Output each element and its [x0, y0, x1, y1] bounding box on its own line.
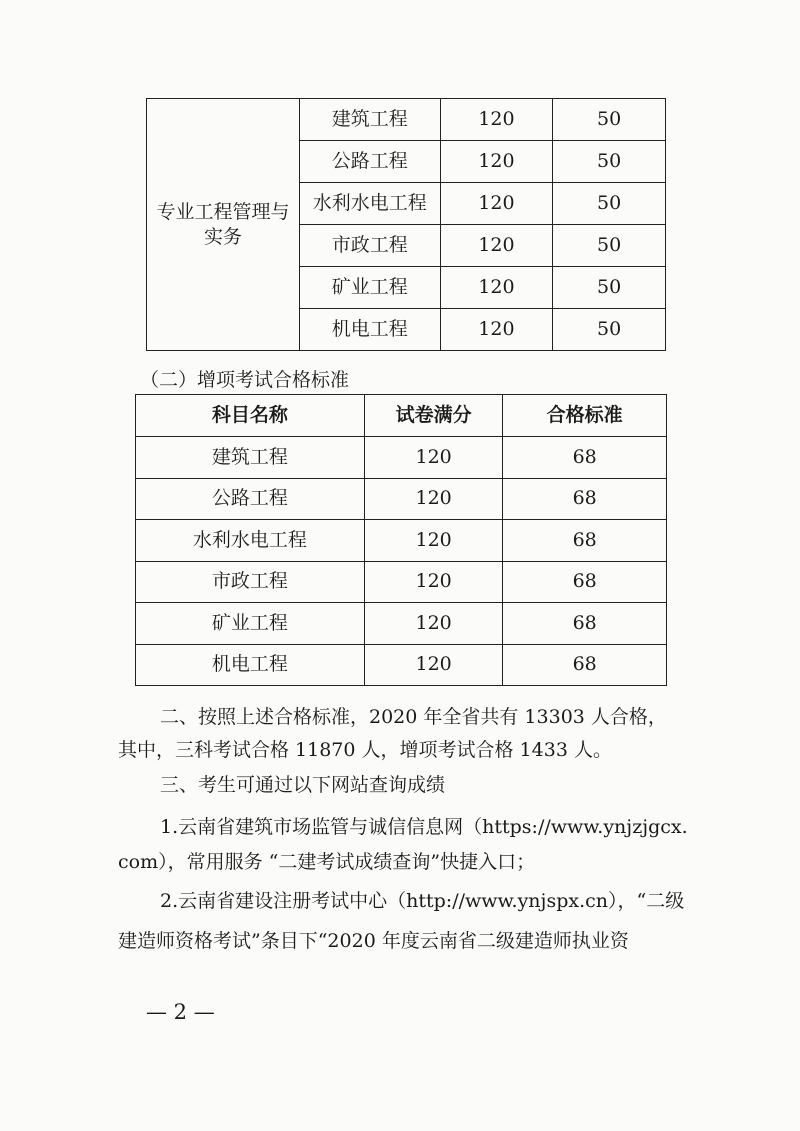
table-row [136, 437, 667, 479]
group-label-cell [147, 99, 300, 351]
list-item-text: 建造师资格考试”条目下“2020 年度云南省二级建造师执业资 [118, 930, 629, 952]
table-row [136, 603, 667, 645]
subject-score-table [146, 98, 666, 351]
full-score-cell: 120 [364, 603, 503, 645]
full-score-cell: 120 [440, 183, 553, 225]
page-number: — 2 — [146, 1000, 215, 1024]
pass-score-cell: 68 [503, 561, 667, 603]
subject-cell: 水利水电工程 [136, 520, 365, 562]
list-item-text: com），常用服务 “二建考试成绩查询”快捷入口； [118, 851, 536, 873]
subject-cell: 水利水电工程 [299, 183, 440, 225]
full-score-cell: 120 [440, 309, 553, 351]
pass-score-cell: 68 [503, 644, 667, 686]
table-row [147, 99, 666, 141]
subject-cell: 公路工程 [136, 478, 365, 520]
subject-cell: 公路工程 [299, 141, 440, 183]
full-score-cell: 120 [364, 437, 503, 479]
full-score-cell: 120 [440, 225, 553, 267]
column-header: 科目名称 [136, 395, 365, 437]
list-item-text: 1.云南省建筑市场监管与诚信信息网（https://www.ynjzjgcx. [160, 816, 688, 838]
paragraph-text: 二、按照上述合格标准，2020 年全省共有 13303 人合格， [160, 706, 667, 728]
paragraph-text: 三、考生可通过以下网站查询成绩 [160, 774, 446, 796]
list-item-text: 2.云南省建设注册考试中心（http://www.ynjspx.cn），“二级 [160, 890, 685, 912]
full-score-cell: 120 [364, 561, 503, 603]
subject-cell: 机电工程 [136, 644, 365, 686]
full-score-cell: 120 [440, 267, 553, 309]
table-header-row [136, 395, 667, 437]
pass-score-cell: 50 [553, 183, 666, 225]
table-row [136, 478, 667, 520]
subject-cell: 市政工程 [136, 561, 365, 603]
subject-cell: 建筑工程 [299, 99, 440, 141]
subject-cell: 矿业工程 [136, 603, 365, 645]
pass-score-cell: 68 [503, 520, 667, 562]
table-row [136, 644, 667, 686]
table-row [136, 561, 667, 603]
column-header: 试卷满分 [364, 395, 503, 437]
pass-score-cell: 50 [553, 309, 666, 351]
full-score-cell: 120 [440, 99, 553, 141]
column-header: 合格标准 [503, 395, 667, 437]
table-row [136, 520, 667, 562]
pass-score-cell: 68 [503, 603, 667, 645]
pass-score-cell: 50 [553, 99, 666, 141]
pass-score-cell: 50 [553, 225, 666, 267]
group-label: 专业工程管理与实务 [156, 200, 290, 248]
subject-cell: 机电工程 [299, 309, 440, 351]
pass-score-cell: 50 [553, 141, 666, 183]
subject-cell: 市政工程 [299, 225, 440, 267]
pass-score-cell: 50 [553, 267, 666, 309]
pass-score-cell: 68 [503, 437, 667, 479]
additional-exam-table [135, 394, 667, 686]
full-score-cell: 120 [364, 520, 503, 562]
full-score-cell: 120 [440, 141, 553, 183]
full-score-cell: 120 [364, 644, 503, 686]
paragraph-text: 其中，三科考试合格 11870 人，增项考试合格 1433 人。 [118, 739, 612, 761]
section-heading: （二）增项考试合格标准 [140, 369, 350, 391]
full-score-cell: 120 [364, 478, 503, 520]
subject-cell: 矿业工程 [299, 267, 440, 309]
subject-cell: 建筑工程 [136, 437, 365, 479]
pass-score-cell: 68 [503, 478, 667, 520]
